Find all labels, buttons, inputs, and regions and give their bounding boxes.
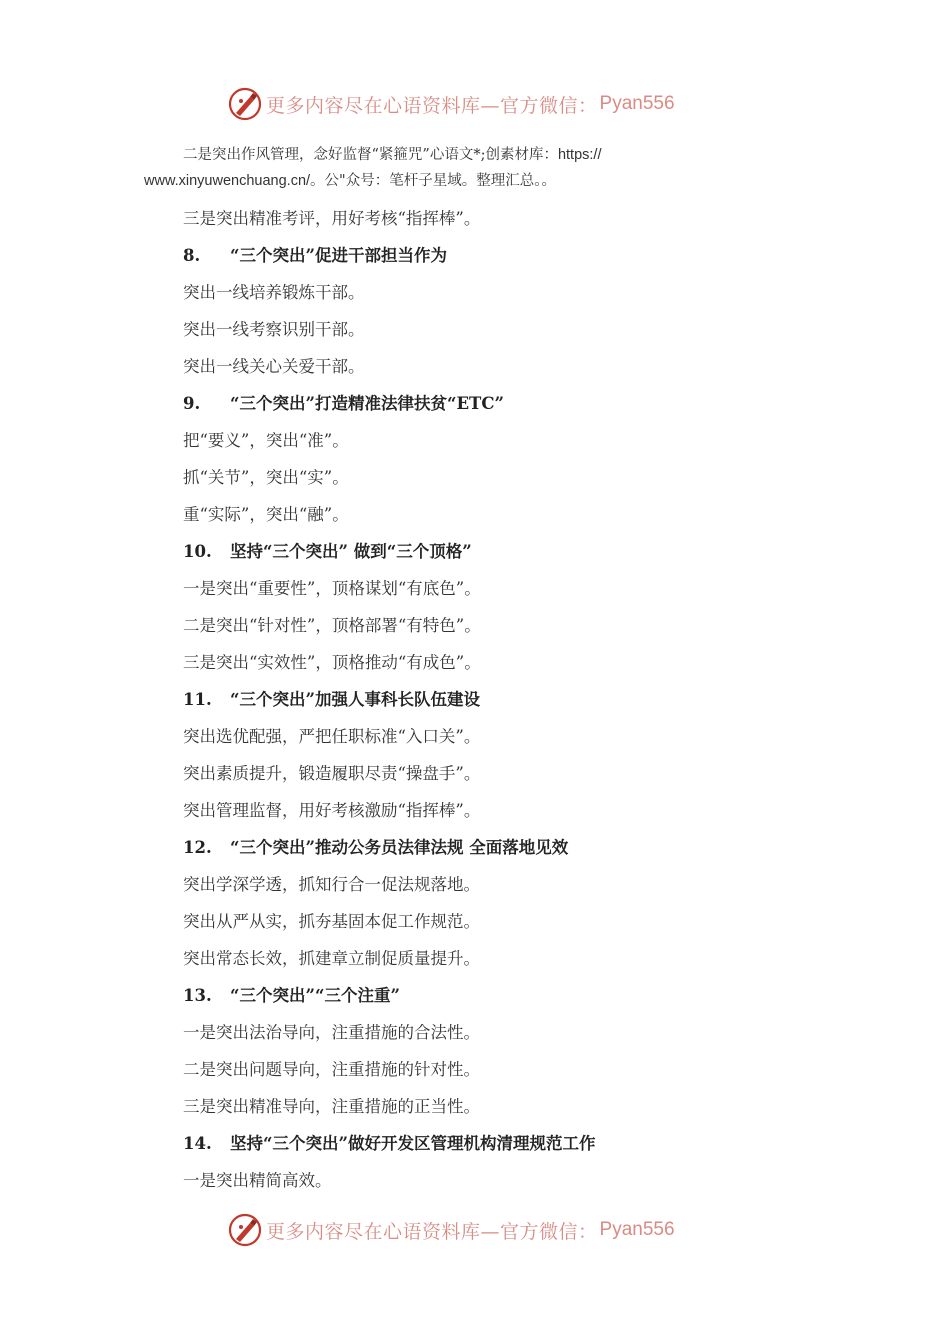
section-heading [183,243,883,280]
body-line [183,1057,883,1094]
pen-logo-icon [228,87,262,121]
heading-text: “三个突出”促进干部担当作为 [230,246,447,265]
body-line [183,502,883,539]
body-line [183,1168,883,1205]
heading-number: 8. [183,246,201,265]
intro-url-part1: https:// [557,147,602,163]
line-text: 一是突出“重要性”，顶格谋划“有底色”。 [183,579,481,598]
body-line [183,354,883,391]
intro-text: 二是突出作风管理，念好监督“紧箍咒”心语文*;创素材库： [183,147,558,163]
content-lines [183,206,883,1205]
heading-number: 9. [183,394,201,413]
banner-text: 更多内容尽在心语资料库—官方微信： [266,94,598,117]
line-text: 突出素质提升，锻造履职尽责“操盘手”。 [183,764,481,783]
body-line [183,280,883,317]
heading-number: 12. [183,838,212,857]
header-banner [228,86,748,122]
line-text: 二是突出“针对性”，顶格部署“有特色”。 [183,616,481,635]
body-line [183,576,883,613]
heading-text: “三个突出”推动公务员法律法规 全面落地见效 [230,838,569,857]
body-line [183,650,883,687]
line-text: 三是突出精准考评，用好考核“指挥棒”。 [183,209,481,228]
section-heading [183,391,883,428]
footer-banner [228,1212,748,1248]
heading-text: “三个突出”加强人事科长队伍建设 [230,690,480,709]
intro-url-part2: www.xinyuwenchuang.cn/ [144,173,311,189]
intro-text-rest: 。公"众号：笔杆子星域。整理汇总。。 [310,173,556,189]
heading-number: 11. [183,690,212,709]
section-heading [183,1131,883,1168]
body-line [183,1020,883,1057]
body-line [183,613,883,650]
intro-line-2 [144,168,704,194]
banner-wechat-id: Pyan556 [599,1219,675,1240]
body-line [183,761,883,798]
heading-text: “三个突出”打造精准法律扶贫“ETC” [230,394,504,413]
line-text: 二是突出问题导向，注重措施的针对性。 [183,1060,480,1079]
heading-number: 14. [183,1134,212,1153]
line-text: 突出一线培养锻炼干部。 [183,283,365,302]
body-line [183,428,883,465]
body-line [183,317,883,354]
heading-number: 10. [183,542,212,561]
line-text: 突出一线关心关爱干部。 [183,357,365,376]
section-heading [183,539,883,576]
line-text: 一是突出精简高效。 [183,1171,332,1190]
body-line [183,872,883,909]
section-heading [183,835,883,872]
line-text: 突出管理监督，用好考核激励“指挥棒”。 [183,801,481,820]
line-text: 突出一线考察识别干部。 [183,320,365,339]
body-line [183,909,883,946]
banner-text: 更多内容尽在心语资料库—官方微信： [266,1220,598,1243]
section-heading [183,983,883,1020]
line-text: 抓“关节”，突出“实”。 [183,468,349,487]
line-text: 把“要义”，突出“准”。 [183,431,349,450]
body-line [183,465,883,502]
section-heading [183,687,883,724]
line-text: 突出学深学透，抓知行合一促法规落地。 [183,875,480,894]
intro-line-1 [144,142,704,168]
line-text: 突出选优配强，严把任职标准“入口关”。 [183,727,481,746]
heading-text: 坚持“三个突出” 做到“三个顶格” [230,542,472,561]
body-line [183,724,883,761]
pen-logo-icon [228,1213,262,1247]
banner-wechat-id: Pyan556 [599,93,675,114]
body-line [183,946,883,983]
heading-number: 13. [183,986,212,1005]
body-line [183,798,883,835]
body-line [183,206,883,243]
line-text: 突出从严从实，抓夯基固本促工作规范。 [183,912,480,931]
heading-text: 坚持“三个突出”做好开发区管理机构清理规范工作 [230,1134,596,1153]
line-text: 一是突出法治导向，注重措施的合法性。 [183,1023,480,1042]
line-text: 突出常态长效，抓建章立制促质量提升。 [183,949,480,968]
heading-text: “三个突出”“三个注重” [230,986,400,1005]
line-text: 三是突出精准导向，注重措施的正当性。 [183,1097,480,1116]
line-text: 三是突出“实效性”，顶格推动“有成色”。 [183,653,481,672]
line-text: 重“实际”，突出“融”。 [183,505,349,524]
intro-paragraph [144,142,704,194]
body-line [183,1094,883,1131]
